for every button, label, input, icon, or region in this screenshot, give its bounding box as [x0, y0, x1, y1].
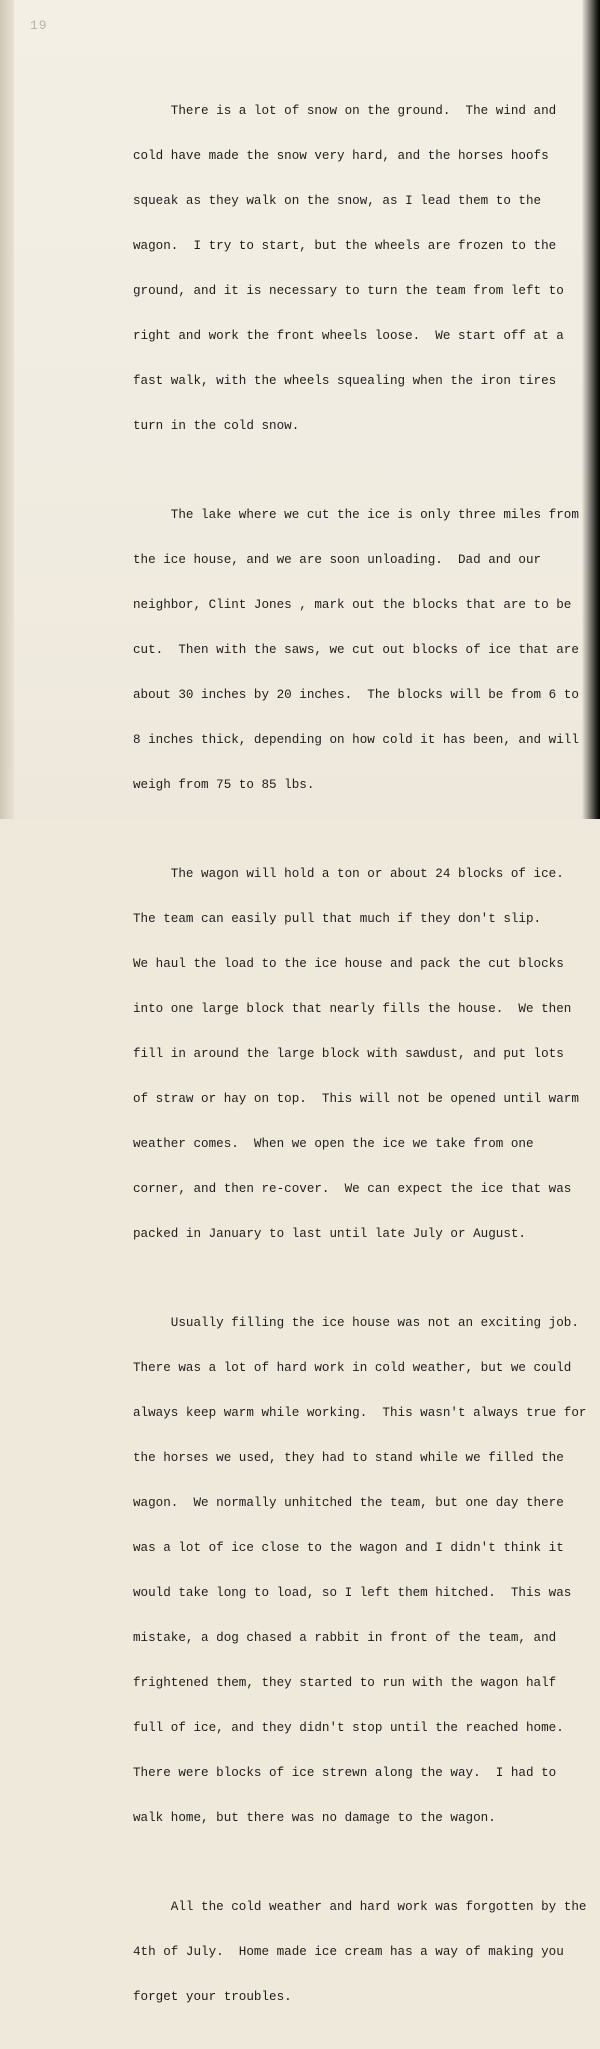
text-line: wagon. We normally unhitched the team, but one day there: [133, 1496, 564, 1510]
text-line: into one large block that nearly fills the house. We then: [133, 1002, 572, 1016]
text-line: fill in around the large block with sawdust, and put lots: [133, 1047, 564, 1061]
paragraph-4: [133, 1286, 593, 1856]
text-line: cut. Then with the saws, we cut out blocks of ice that are: [133, 643, 579, 657]
text-line: packed in January to last until late July or August.: [133, 1227, 526, 1241]
text-line: 8 inches thick, depending on how cold it has been, and will: [133, 733, 579, 747]
text-line: There were blocks of ice strewn along the way. I had to: [133, 1766, 557, 1780]
text-line: right and work the front wheels loose. We start off at a: [133, 329, 564, 343]
text-line: frightened them, they started to run with the wagon half: [133, 1676, 557, 1690]
text-line: mistake, a dog chased a rabbit in front of the team, and: [133, 1631, 557, 1645]
paragraph-1: [133, 74, 593, 464]
text-line: There is a lot of snow on the ground. The wind and: [133, 104, 557, 118]
page-number: 19: [30, 18, 48, 33]
page-binding-edge: [0, 0, 14, 819]
text-line: The team can easily pull that much if they don't slip.: [133, 912, 542, 926]
text-line: wagon. I try to start, but the wheels are frozen to the: [133, 239, 557, 253]
paragraph-2: [133, 478, 593, 823]
text-line: of straw or hay on top. This will not be opened until warm: [133, 1092, 579, 1106]
text-line: would take long to load, so I left them hitched. This was: [133, 1586, 572, 1600]
text-line: fast walk, with the wheels squealing when the iron tires: [133, 374, 557, 388]
text-line: about 30 inches by 20 inches. The blocks will be from 6 to: [133, 688, 579, 702]
text-line: turn in the cold snow.: [133, 419, 300, 433]
text-line: The lake where we cut the ice is only three miles from: [133, 508, 579, 522]
text-line: full of ice, and they didn't stop until the reached home.: [133, 1721, 564, 1735]
text-line: The wagon will hold a ton or about 24 blocks of ice.: [133, 867, 564, 881]
text-line: was a lot of ice close to the wagon and I didn't think it: [133, 1541, 564, 1555]
text-line: neighbor, Clint Jones , mark out the blocks that are to be: [133, 598, 572, 612]
text-line: All the cold weather and hard work was forgotten by the: [133, 1900, 587, 1914]
paragraph-5: [133, 1870, 593, 2035]
body-text: [133, 74, 593, 2049]
text-line: always keep warm while working. This wasn't always true for: [133, 1406, 587, 1420]
paragraph-3: [133, 837, 593, 1272]
text-line: weather comes. When we open the ice we take from one: [133, 1137, 534, 1151]
text-line: There was a lot of hard work in cold weather, but we could: [133, 1361, 572, 1375]
text-line: walk home, but there was no damage to the wagon.: [133, 1811, 496, 1825]
text-line: cold have made the snow very hard, and the horses hoofs: [133, 149, 549, 163]
text-line: the ice house, and we are soon unloading. Dad and our: [133, 553, 542, 567]
text-line: weigh from 75 to 85 lbs.: [133, 778, 315, 792]
text-line: We haul the load to the ice house and pack the cut blocks: [133, 957, 564, 971]
text-line: 4th of July. Home made ice cream has a way of making you: [133, 1945, 564, 1959]
text-line: Usually filling the ice house was not an exciting job.: [133, 1316, 579, 1330]
text-line: the horses we used, they had to stand while we filled the: [133, 1451, 564, 1465]
text-line: forget your troubles.: [133, 1990, 292, 2004]
text-line: ground, and it is necessary to turn the team from left to: [133, 284, 564, 298]
text-line: corner, and then re-cover. We can expect the ice that was: [133, 1182, 572, 1196]
text-line: squeak as they walk on the snow, as I lead them to the: [133, 194, 542, 208]
